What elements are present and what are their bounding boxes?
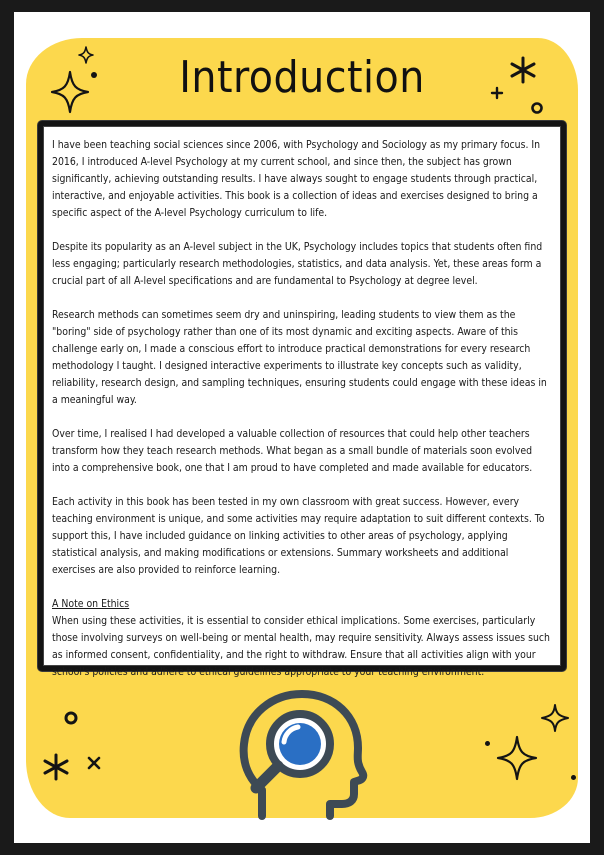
head-magnifier-icon bbox=[232, 686, 372, 820]
window-frame-bottom bbox=[0, 843, 604, 855]
ethics-heading: A Note on Ethics bbox=[52, 598, 130, 610]
window-frame-right bbox=[590, 0, 604, 855]
asterisk-icon bbox=[42, 752, 70, 782]
dot-icon bbox=[484, 740, 491, 747]
paragraph: Over time, I realised I had developed a valuable collection of resources that could help other teachers transform how they teach research methods. What began as a small bundle of materials soon evolved into a comprehensive book, one that I am proud to have completed and made available for educators. bbox=[52, 428, 533, 474]
cross-icon bbox=[87, 756, 101, 770]
paragraph: Each activity in this book has been tested in my own classroom with great success. However, every teaching environment is unique, and some activities may require adaptation to suit different contexts. To support this, I have included guidance on linking activities to other areas of psychology, applying statistical analysis, and making modifications or extensions. Summary worksheets and additional exercises are also provided to reinforce learning. bbox=[52, 496, 545, 576]
dot-icon bbox=[570, 774, 577, 781]
sparkle-icon bbox=[496, 735, 538, 781]
dot-icon bbox=[530, 101, 544, 115]
paragraph: Despite its popularity as an A-level subject in the UK, Psychology includes topics that students often find less engaging; particularly research methodologies, statistics, and data analysis. Yet, these areas form a crucial part of all A-level specifications and are fundamental to Psychology at degree level. bbox=[52, 241, 543, 287]
dot-icon bbox=[63, 710, 79, 726]
window-frame-left bbox=[0, 0, 14, 855]
ethics-paragraph: When using these activities, it is essential to consider ethical implications. Some exercises, particularly those involving surveys on well-being or mental health, may require sensitivity. Always assess issues such as informed consent, confidentiality, and the right to withdraw. Ensure that all activities align with your school's policies and adhere to ethical guidelines appropriate to your teaching environment. bbox=[52, 615, 550, 678]
paragraph: I have been teaching social sciences since 2006, with Psychology and Sociology as my primary focus. In 2016, I introduced A-level Psychology at my current school, and since then, the subject has grown significantly, achieving outstanding results. I have always sought to engage students through practical, interactive, and enjoyable activities. This book is a collection of ideas and exercises designed to bring a specific aspect of the A-level Psychology curriculum to life. bbox=[52, 139, 541, 219]
sparkle-icon bbox=[540, 703, 570, 733]
page-title: Introduction bbox=[179, 52, 425, 103]
intro-text-box bbox=[38, 121, 566, 678]
window-frame-top bbox=[0, 0, 604, 12]
paragraph: Research methods can sometimes seem dry and uninspiring, leading students to view them as the "boring" side of psychology rather than one of its most dynamic and exciting aspects. Aware of this challenge early on, I made a conscious effort to introduce practical demonstrations for every research methodology I taught. I designed interactive experiments to illustrate key concepts such as validity, reliability, research design, and sampling techniques, ensuring students could engage with these ideas in a meaningful way. bbox=[52, 309, 547, 406]
